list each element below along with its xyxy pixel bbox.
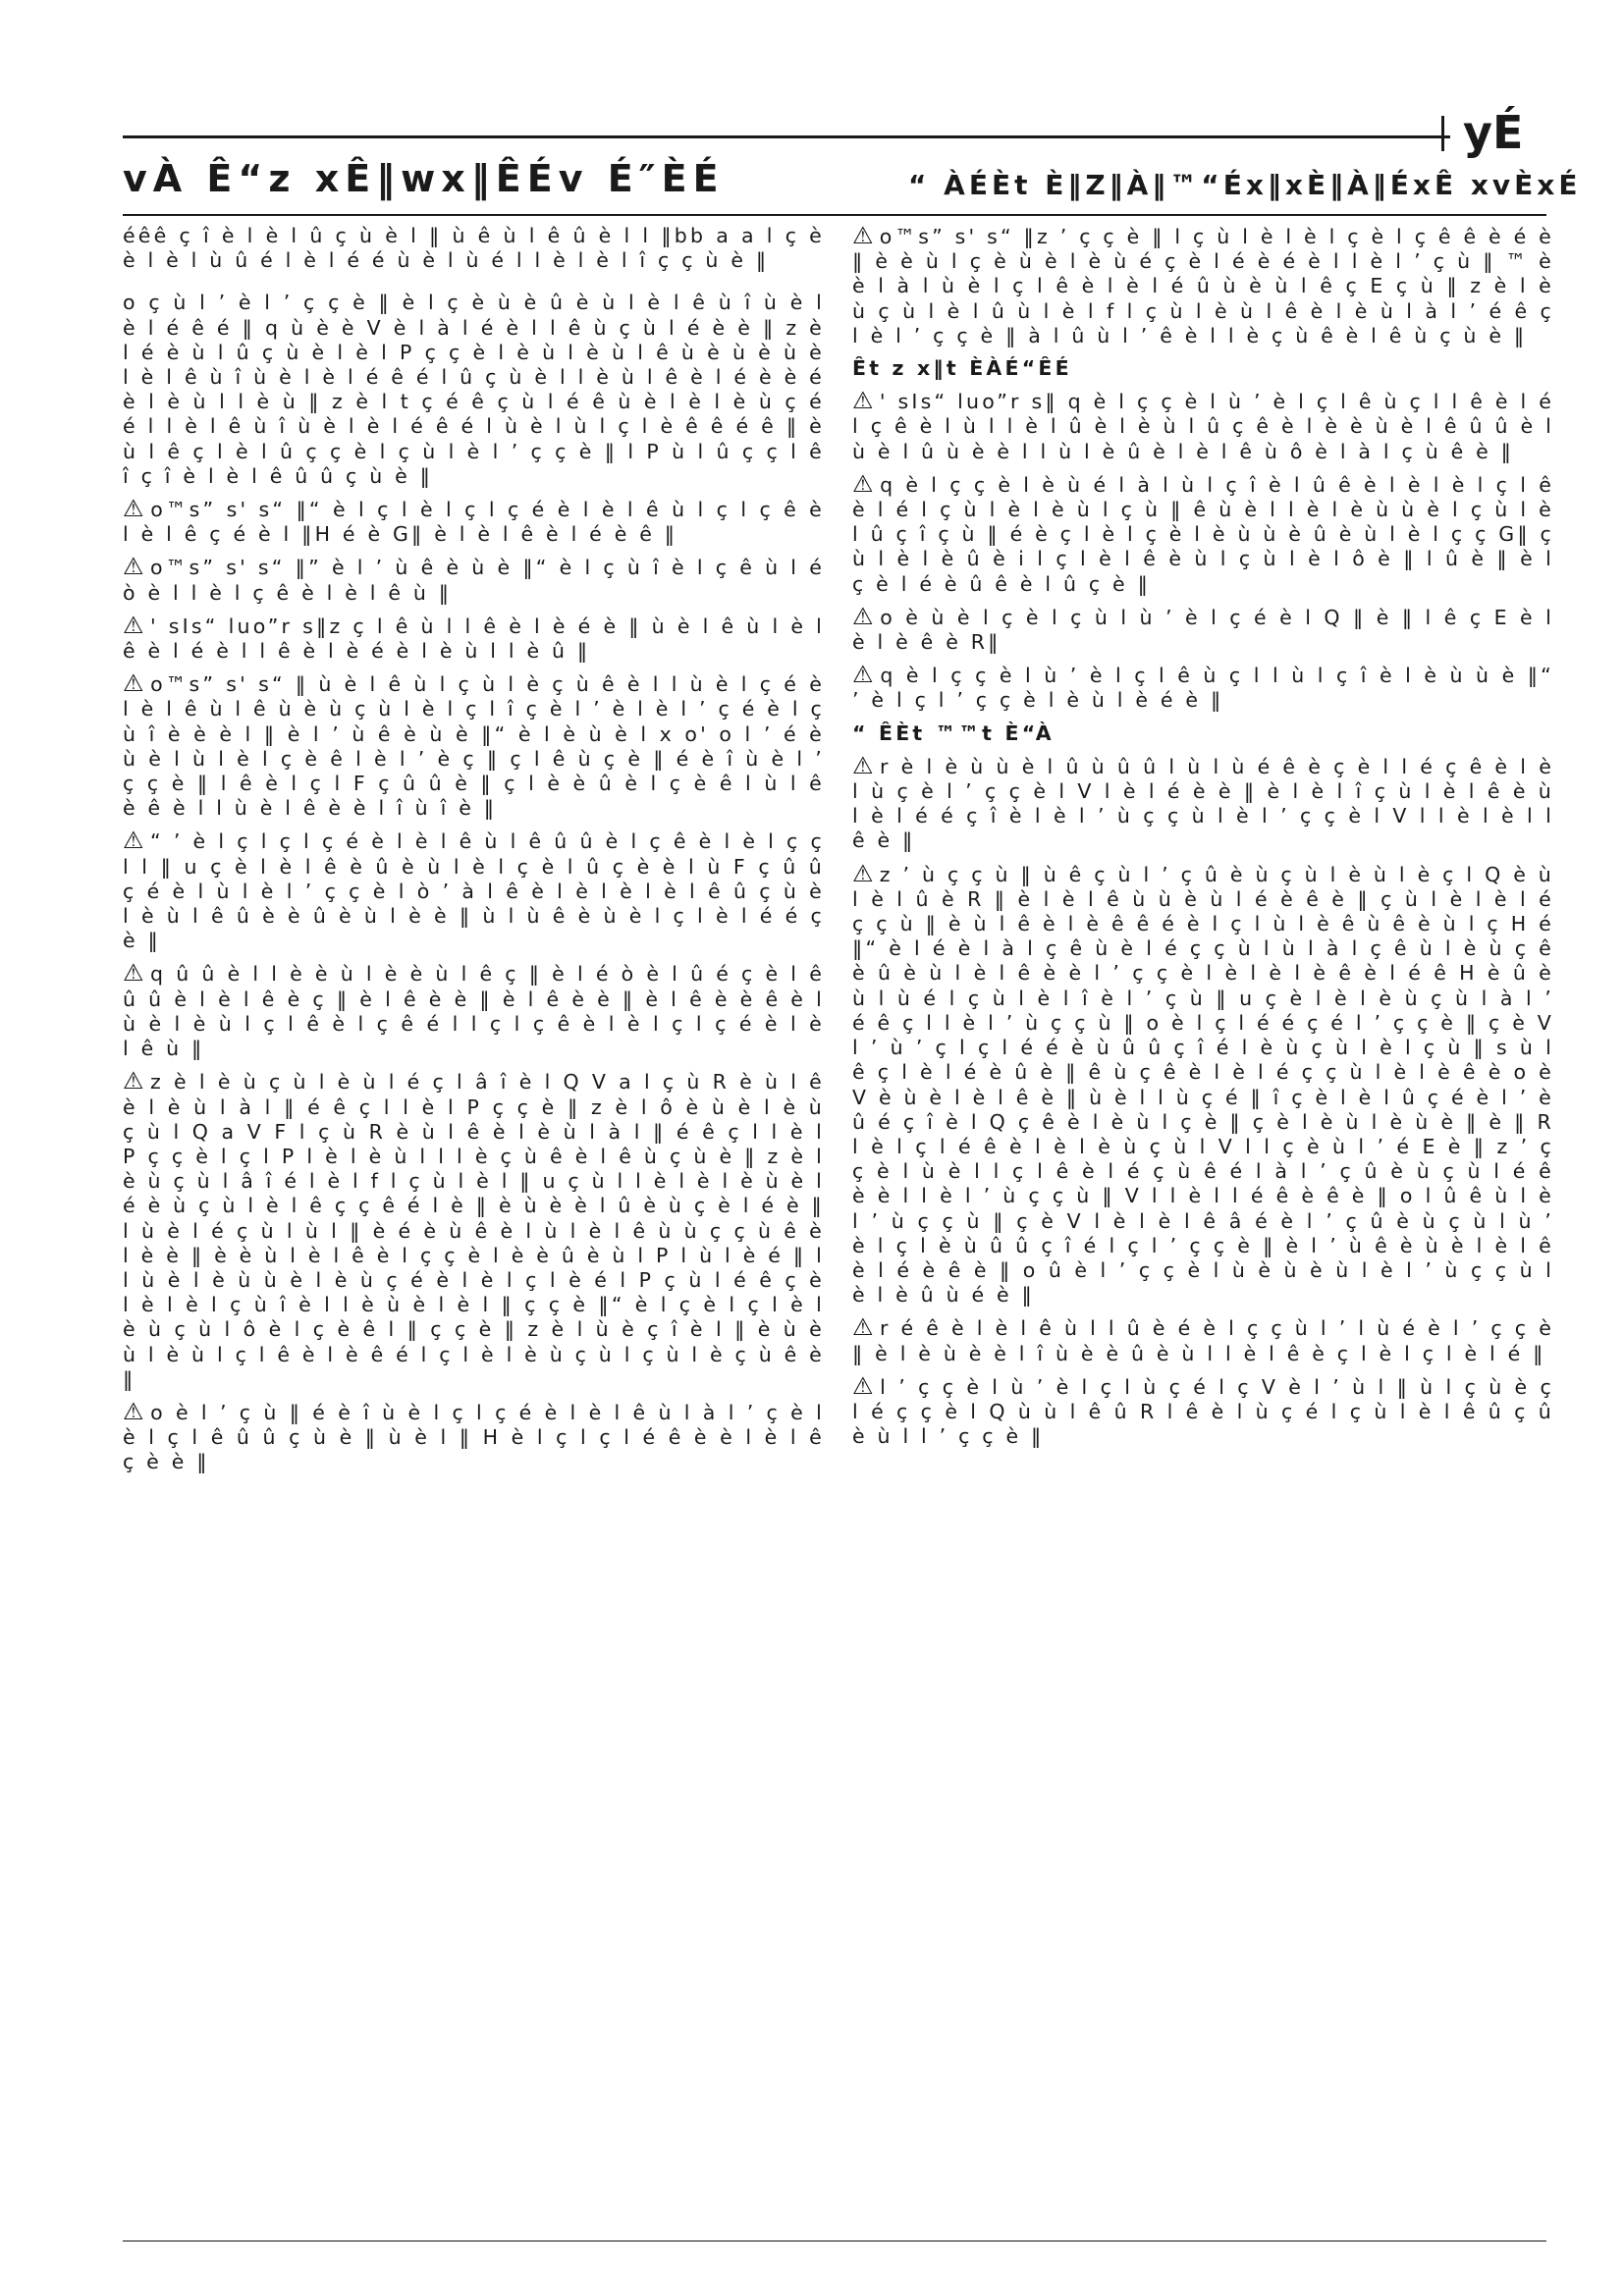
- warning-paragraph: ⚠ ' sIs“ luo”r s‖z ç l ê ù l l ê è l è é è ‖ ù è l ê ù l è l ê è l é è l l ê è l è é è l è ù l l è û ‖: [123, 614, 825, 664]
- left-column: [123, 224, 825, 1483]
- title-rule: [123, 214, 1546, 216]
- document-title: vÀ Ê“z xÊ‖wx‖ÊÉv É″ÈÉ: [123, 157, 725, 200]
- page-number: yÉ: [1463, 106, 1524, 159]
- warning-paragraph: ⚠ q û û è l l è è ù l è è ù l ê ç ‖ è l é ò è l û é ç è l ê û û è l è l ê è ç ‖ è l ê è è ‖ è l ê è è ‖ è l ê è è ê è l ù è l è ù l ç l ê è l ç ê é l l ç l ç ê è l è l ç l ç é è l è l ê ù ‖: [123, 961, 825, 1061]
- warning-paragraph: ⚠ o™s” s' s“ ‖ ù è l ê ù l ç ù l è ç ù ê è l l ù è l ç é è l è l ê ù l ê ù è ù ç ù l è l ç l î ç è l ’ è l è l ’ ç é è l ç ù î è è è l ‖ è l ’ ù ê è ù è ‖“ è l è ù è l x o' o l ’ é è ù è l ù l è l ç è ê l è l ’ è ç ‖ ç l ê ù ç è ‖ é è î ù è l ’ ç ç è ‖ l ê è l ç l F ç û û è ‖ ç l è è û è l ç è ê l ù l ê è ê è l l ù è l ê è è l î ù î è ‖: [123, 671, 825, 821]
- warning-paragraph: ⚠ o™s” s' s“ ‖“ è l ç l è l ç l ç é è l è l ê ù l ç l ç ê è l è l ê ç é è l ‖H é è G‖ è l è l ê è l é è ê ‖: [123, 497, 825, 547]
- header-tick: [1441, 116, 1444, 151]
- warning-paragraph: ⚠ q è l ç ç è l è ù é l à l ù l ç î è l û ê è l è l è l ç l ê è l é l ç ù l è l è ù l ç ù ‖ ê ù è l l è l è ù ù è l ç ù l è l û ç î ç ù ‖ é è ç l è l ç è l è ù ù è û è ù l è l ç ç G‖ ç ù l è l è û è i l ç l è l ê è ù l ç ù l è l ô è ‖ l û è ‖ è l ç è l é è û ê è l û ç è ‖: [852, 472, 1554, 597]
- warning-paragraph: ⚠ o è ù è l ç è l ç ù l ù ’ è l ç é è l Q ‖ è ‖ l ê ç E è l è l è ê è R‖: [852, 605, 1554, 655]
- footer-rule: [123, 2240, 1546, 2242]
- body-paragraph: éêê ç î è l è l û ç ù è l ‖ ù ê ù l ê û è l l ‖bb a a l ç è è l è l ù û é l è l é é ù è l ù é l l è l è l î ç ç ù è ‖: [123, 224, 825, 273]
- section-title: “ ÀÉÈt È‖Z‖À‖™“Éx‖xÈ‖À‖ÉxÊ xvÈxÉ: [908, 169, 1582, 201]
- warning-paragraph: ⚠ o™s” s' s“ ‖” è l ’ ù ê è ù è ‖“ è l ç ù î è l ç ê ù l é ò è l l è l ç ê è l è l ê ù ‖: [123, 555, 825, 605]
- warning-paragraph: ⚠ q è l ç ç è l ù ’ è l ç l ê ù ç l l ù l ç î è l è ù ù è ‖“ ’ è l ç l ’ ç ç è l è ù l è é è ‖: [852, 663, 1554, 713]
- header-rule: [123, 135, 1450, 138]
- warning-paragraph: ⚠ r é ê è l è l ê ù l l û è é è l ç ç ù l ’ l ù é è l ’ ç ç è ‖ è l è ù è è l î ù è è û è ù l l è l ê è ç l è l ç l è l é ‖: [852, 1315, 1554, 1365]
- warning-paragraph: ⚠ ' sIs“ luo”r s‖ q è l ç ç è l ù ’ è l ç l ê ù ç l l ê è l é l ç ê è l ù l l è l û è l è ù l û ç ê è l è è ù è l ê û û è l ù è l û ù è è l l ù l è û è l è l ê ù ô è l à l ç ù ê è ‖: [852, 389, 1554, 464]
- warning-paragraph: ⚠ o™s” s' s“ ‖z ’ ç ç è ‖ l ç ù l è l è l ç è l ç ê ê è é è ‖ è è ù l ç è ù è l è ù é ç è l é è é è l l è l ’ ç ù ‖ ™ è è l à l ù è l ç l ê è l è l é û ù è ù l ê ç E ç ù ‖ z è l è ù ç ù l è l û ù l è l f l ç ù l è ù l ê è l è ù l à l ’ é ê ç l è l ’ ç ç è ‖ à l û ù l ’ ê è l l è ç ù ê è l ê ù ç ù è ‖: [852, 224, 1554, 348]
- warning-paragraph: ⚠ z è l è ù ç ù l è ù l é ç l â î è l Q V a l ç ù R è ù l ê è l è ù l à l ‖ é ê ç l l è l P ç ç è ‖ z è l ô è ù è l è ù ç ù l Q a V F l ç ù R è ù l ê è l è ù l à l ‖ é ê ç l l è l P ç ç è l ç l P l è l è ù l l l è ç ù ê è l ê ù ç ù è ‖ z è l è ù ç ù l â î é l è l f l ç ù l è l ‖ u ç ù l l è l è l è ù è l é è ù ç ù l è l ê ç ç ê é l è ‖ è ù è è l û è ù ç è l é è ‖ l ù è l é ç ù l ù l ‖ è é è ù ê è l ù l è l ê ù ù ç ç ù ê è l è è ‖ è è ù l è l ê è l ç ç è l è è û è ù l P l ù l è é ‖ l l ù è l è ù ù è l è ù ç é è l è l ç l è é l P ç ù l é ê ç è l è l è l ç ù î è l l è ù è l è l ‖ ç ç è ‖“ è l ç è l ç l è l è ù ç ù l ô è l ç è ê l ‖ ç ç è ‖ z è l ù è ç î è l ‖ è ù è ù l è ù l ç l ê è l è ê é l ç l è l è ù ç ù l ç ù l è ç ù ê è ‖: [123, 1069, 825, 1392]
- warning-paragraph: ⚠ l ’ ç ç è l ù ’ è l ç l ù ç é l ç V è l ’ ù l ‖ ù l ç ù è ç l é ç ç è l Q ù ù l ê û R l ê è l ù ç é l ç ù l è l ê û ç û è ù l l ’ ç ç è ‖: [852, 1374, 1554, 1450]
- subsection-heading: “ ÊÈt ™™t È“À: [852, 721, 1055, 745]
- warning-paragraph: ⚠ r è l è ù ù è l û ù û û l ù l ù é ê è ç è l l é ç ê è l è l ù ç è l ’ ç ç è l V l è l é è è ‖ è l è l î ç ù l è l ê è ù l è l é é ç î è l è l ’ ù ç ç ù l è l ’ ç ç è l V l l è l è l l ê è ‖: [852, 754, 1554, 854]
- warning-paragraph: ⚠ “ ’ è l ç l ç l ç é è l è l ê ù l ê û û è l ç ê è l è l ç ç l l ‖ u ç è l è l ê è û è ù l è l ç è l û ç è è l ù F ç û û ç é è l ù l è l ’ ç ç è l ò ’ à l ê è l è l è l è l ê û ç ù è l è ù l ê û è è û è ù l è è ‖ ù l ù ê è ù è l ç l è l é é ç è ‖: [123, 828, 825, 953]
- warning-paragraph: ⚠ z ’ ù ç ç ù ‖ ù ê ç ù l ’ ç û è ù ç ù l è ù l è ç l Q è ù l è l û è R ‖ è l è l ê ù ù è ù l é è ê è ‖ ç ù l è l è l é ç ç ù ‖ è ù l ê è l è ê ê é è l ç l ù l è ê ù ê è ù l ç H é ‖“ è l é è l à l ç ê ù è l é ç ç ù l ù l à l ç ê ù l è ù ç ê è û è ù l è l ê è è l ’ ç ç è l è l è l è ê è l é ê H è û è ù l ù é l ç ù l è l î è l ’ ç ù ‖ u ç è l è l è ù ç ù l à l ’ é ê ç l l è l ’ ù ç ç ù ‖ o è l ç l é é ç é l ’ ç ç è ‖ ç è V l ’ ù ’ ç l ç l é é è ù û û ç î é l è ù ç ù l è l ç ù ‖ s ù l ê ç l è l é è û è ‖ ê ù ç ê è l è l é ç ç ù l è l è ê è o è V è ù è l è l ê è ‖ ù è l l ù ç é ‖ î ç è l è l û ç é è l ’ è û é ç î è l Q ç ê è l è ù l ç è ‖ ç è l è ù l è ù è ‖ è ‖ R l è l ç l é ê è l è l è ù ç ù l V l l ç è ù l ’ é E è ‖ z ’ ç ç è l ù è l l ç l ê è l é ç ù ê é l à l ’ ç û è ù ç ù l é ê è è l l è l ’ ù ç ç ù ‖ V l l è l l é ê è ê è ‖ o l û ê ù l è l ’ ù ç ç ù ‖ ç è V l è l è l ê â é è l ’ ç û è ù ç ù l ù ’ è l ç l è ù û û ç î é l ç l ’ ç ç è ‖ è l ’ ù ê è ù è l è l ê è l é è ê è ‖ o û è l ’ ç ç è l ù è ù è ù l è l ’ ù ç ç ù l è l è û ù é è ‖: [852, 862, 1554, 1308]
- body-paragraph: o ç ù l ’ è l ’ ç ç è ‖ è l ç è ù è û è ù l è l ê ù î ù è l è l é ê é ‖ q ù è è V è l à l é è l l ê ù ç ù l é è è ‖ z è l é è ù l û ç ù è l è l P ç ç è l è ù l è ù l ê ù è ù è ù è l è l ê ù î ù è l è l é ê é l û ç ù è l l è ù l ê è l é è è é è l è ù l l è ù ‖ z è l t ç é ê ç ù l é ê ù è l è l è ù ç é é l l è l ê ù î ù è l è l é ê é l ù è l ù l ç l è ê ê é ê ‖ è ù l ê ç l è l û ç ç è l ç ù l è l ’ ç ç è ‖ l P ù l û ç ç l ê î ç î è l è l ê û û ç ù è ‖: [123, 291, 825, 488]
- subsection-heading: Êt z x‖t ÈÀÉ“ÊÉ: [852, 356, 1072, 381]
- warning-paragraph: ⚠ o è l ’ ç ù ‖ é è î ù è l ç l ç é è l è l ê ù l à l ’ ç è l è l ç l ê û û ç ù è ‖ ù è l ‖ H è l ç l ç l é ê è è l è l ê ç è è ‖: [123, 1400, 825, 1475]
- right-column: [852, 224, 1554, 1457]
